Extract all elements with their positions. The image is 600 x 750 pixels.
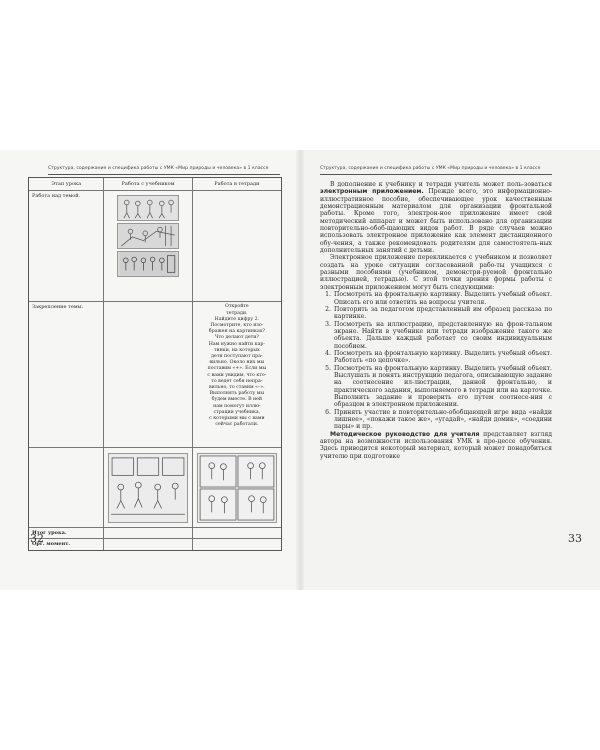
- task-line: страции учебника,: [213, 409, 261, 415]
- task-line: тинки, на которых: [213, 347, 260, 353]
- step-text: Посмотреть на фронтальную картинку. Выделить учебный объект. Описать его или ответить на вопросы учителя.: [334, 291, 552, 306]
- org-textbook-cell: [104, 539, 192, 550]
- textbook-empty-cell: [104, 302, 192, 447]
- textbook-illustration-3: [117, 251, 179, 277]
- stage-consolidation: Закрепление темы.: [29, 302, 104, 447]
- stage-org: Орг. момент.: [29, 539, 104, 550]
- task-line: с вами увидим, что кто-: [207, 372, 267, 378]
- step-number: 4.: [325, 349, 331, 357]
- header-workbook: Работа в тетради: [214, 181, 260, 187]
- org-workbook-cell: [193, 539, 281, 550]
- step-text: Посмотреть на фронтальную картинку. Выделить учебный объект. Работать «по цепочке».: [334, 349, 552, 365]
- task-line: сейчас работали.: [215, 422, 259, 428]
- table-row-summary: [29, 528, 281, 539]
- textbook-illustrations-cell: [104, 191, 192, 301]
- stage-summary: Итог урока.: [29, 528, 104, 538]
- step-number: 6.: [325, 408, 331, 416]
- list-item: [320, 306, 552, 321]
- left-head-rule: [48, 174, 280, 175]
- task-line: поставим «+». Если мы: [207, 366, 267, 372]
- right-page-number: 33: [568, 532, 582, 545]
- table-row-consolidation: [29, 302, 281, 448]
- p1-term-electronic-appendix: электронным приложением.: [320, 188, 424, 196]
- paragraph-electronic: [320, 181, 552, 254]
- p3-text: представляет взгляд автора на возможности использования УМК в про-цессе обучения. Здесь приводится некоторый материал, который может понадобиться учителю при подготовке: [320, 430, 552, 460]
- summary-workbook-cell: [193, 528, 281, 538]
- list-item: [320, 365, 552, 409]
- task-line: с которыми мы с вами: [209, 416, 265, 422]
- task-line: то ведет себя непра-: [211, 378, 263, 384]
- summary-textbook-cell: [104, 528, 192, 538]
- pictures-stage-cell: [29, 448, 104, 527]
- step-text: Посмотреть на иллюстрацию, представленную на фрон-тальном экране. Найти в учебнике или тетради изображение такого же объекта. Дальше каждый работает со своим индивидуальным пособием.: [334, 320, 552, 350]
- task-line: вильно. Около них мы: [209, 360, 265, 366]
- table-row-pictures: [29, 448, 281, 528]
- step-number: 5.: [325, 364, 331, 372]
- textbook-picture-cell: [104, 448, 192, 527]
- task-line: Посмотрите, кто изо-: [210, 323, 264, 329]
- task-line: Выполнять работу мы: [209, 391, 265, 397]
- right-running-head: Структура, содержание и специфика работы с УМК «Мир природы и человека» в 1 классе: [320, 166, 541, 171]
- task-line: тетради.: [226, 310, 248, 316]
- list-item: [320, 291, 552, 306]
- task-line: нам помогут иллю-: [213, 403, 261, 409]
- step-number: 2.: [325, 305, 331, 313]
- table-header-row: [29, 178, 281, 191]
- textbook-illustration-2: [117, 223, 179, 249]
- left-running-head: Структура, содержание и специфика работы с УМК «Мир природы и человека» в 1 классе: [48, 166, 269, 171]
- table-row-work: [29, 191, 281, 302]
- left-page-number: 32: [30, 532, 44, 545]
- step-number: 1.: [325, 291, 331, 299]
- step-text: Посмотреть на фронтальную картинку. Выделить учебный объект. Выслушать и понять инструкцию педагога, описывающую задание на соотнесение ил-люстрации, данной фронтально, и практического задания, выполняемого в тетради или на карточке. Выполнить задание и проверить его путем соотнесе-ния с образцом в электронном приложении.: [334, 364, 552, 409]
- p1-text-end: Прежде всего, это информационно-иллюстративное пособие, обеспечивающее урок качественным демонстрационным материалом для организации фронтальной работы. Кроме того, электрон-ное приложение имеет свой методический аппарат и может быть использовано для организации повторительно-обоб-щающих видов работ. В ряде случаев можно использовать электронное приложение как элемент дистанционного обу-чения, а также рекомендовать родителям для самостоятель-ных дополнительных занятий с детьми.: [320, 188, 552, 255]
- task-line: Нам нужно найти кар-: [208, 341, 265, 347]
- header-textbook: Работа с учебником: [104, 178, 192, 190]
- task-line: Найдите цифру 2.: [214, 316, 260, 322]
- workbook-task-text: [193, 302, 281, 447]
- header-stage: Этап урока: [29, 178, 104, 190]
- book-spread: [0, 150, 600, 590]
- left-page: [0, 150, 300, 590]
- lesson-table: [28, 177, 282, 551]
- list-item: [320, 350, 552, 365]
- workbook-picture-grid: [197, 453, 277, 523]
- task-line: Откройте: [225, 304, 249, 310]
- paragraph-methodical-guide: [320, 431, 552, 460]
- right-page: [300, 150, 600, 590]
- textbook-illustration-1: [117, 195, 179, 221]
- list-item: [320, 409, 552, 431]
- paragraph-forms: Электронное приложение перекликается с учебником и позволяет создать на уроке ситуации согласованной рабо-ты учащихся с разными пособиями (учебником, демонстри-руемой фронтально иллюстрацией, тетрадью). С этой точки зрения формы работы с электронным приложением могут быть следующими:: [320, 254, 552, 291]
- workbook-empty-cell-1: [193, 191, 281, 301]
- p1-text-start: В дополнение к учебнику и тетради учитель может поль-зоваться: [330, 181, 552, 188]
- workbook-picture-cell: [193, 448, 281, 527]
- textbook-picture-scene: [108, 453, 188, 523]
- right-body-text: [320, 181, 552, 460]
- step-text: Принять участие в повторительно-обобщающей игре вида «найди лишнее», «покажи такое же», «угадай», «найди домик», «соедини пары» и пр.: [334, 408, 552, 431]
- task-line: бражен на картинках?: [208, 329, 265, 335]
- step-text: Повторить за педагогом представленный им образец рассказа по картинке.: [334, 305, 552, 321]
- task-line: дети поступают пра-: [211, 354, 263, 360]
- steps-list: [320, 291, 552, 431]
- book-gutter: [296, 150, 304, 590]
- stage-work: Работа над темой.: [29, 191, 104, 301]
- p3-term-methodical-guide: Методическое руководство для учителя: [330, 430, 480, 438]
- task-line: вильно, то ставим «–».: [209, 385, 265, 391]
- right-head-rule: [320, 174, 552, 175]
- list-item: [320, 321, 552, 350]
- table-row-org: [29, 539, 281, 550]
- task-line: Что делают дети?: [214, 335, 259, 341]
- task-line: будем вместе. В ней: [211, 397, 263, 403]
- step-number: 3.: [325, 320, 331, 328]
